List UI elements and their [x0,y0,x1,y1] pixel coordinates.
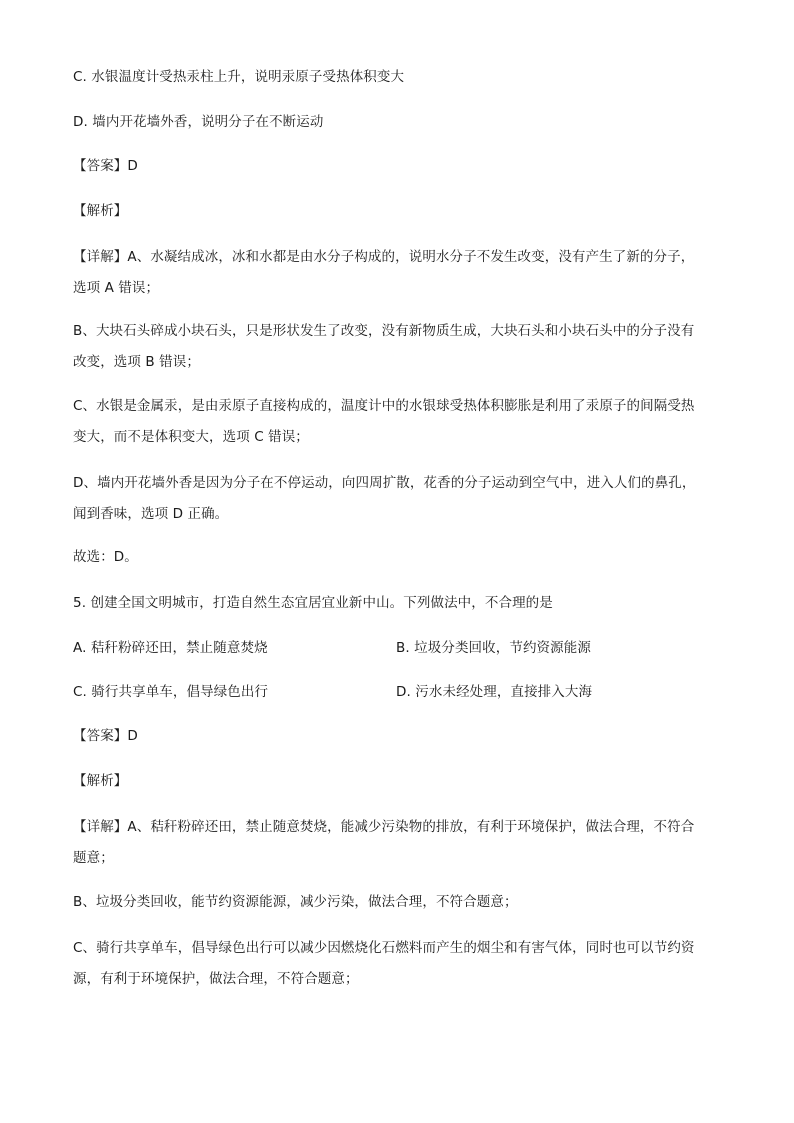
question-5-stem: 5. 创建全国文明城市，打造自然生态宜居宜业新中山。下列做法中，不合理的是 [73,595,553,611]
detail-line: 源，有利于环境保护，做法合理，不符合题意； [73,971,359,987]
conclusion-line: 故选：D。 [73,549,138,565]
option-c-line: C. 水银温度计受热汞柱上升，说明汞原子受热体积变大 [73,69,405,85]
detail-line: B、大块石头碎成小块石头，只是形状发生了改变，没有新物质生成，大块石头和小块石头中的分子没有 [73,323,695,339]
detail-line: C、水银是金属汞，是由汞原子直接构成的，温度计中的水银球受热体积膨胀是利用了汞原子的间隔受热 [73,398,695,414]
detail-line: 选项 A 错误； [73,280,160,296]
detail-line: C、骑行共享单车，倡导绿色出行可以减少因燃烧化石燃料而产生的烟尘和有害气体，同时也可以节约资 [73,940,695,956]
answer-label: 【答案】D [73,728,138,744]
answer-label: 【答案】D [73,158,138,174]
detail-line: 【详解】A、水凝结成冰，冰和水都是由水分子构成的，说明水分子不发生改变，没有产生了新的分子， [73,249,695,265]
option-b: B. 垃圾分类回收，节约资源能源 [396,640,591,656]
detail-line: 【详解】A、秸秆粉碎还田，禁止随意焚烧，能减少污染物的排放，有利于环境保护，做法合理，不符合 [73,819,695,835]
detail-line: 变大，而不是体积变大，选项 C 错误； [73,429,309,445]
analysis-label: 【解析】 [73,773,128,789]
detail-line: 改变，选项 B 错误； [73,354,200,370]
detail-line: D、墙内开花墙外香是因为分子在不停运动，向四周扩散，花香的分子运动到空气中，进入人们的鼻孔， [73,475,696,491]
option-a: A. 秸秆粉碎还田，禁止随意焚烧 [73,640,268,656]
detail-line: 题意； [73,850,114,866]
option-d: D. 污水未经处理，直接排入大海 [396,684,593,700]
option-c: C. 骑行共享单车，倡导绿色出行 [73,684,269,700]
detail-line: 闻到香味，选项 D 正确。 [73,506,229,522]
option-d-line: D. 墙内开花墙外香，说明分子在不断运动 [73,114,324,130]
detail-line: B、垃圾分类回收，能节约资源能源，减少污染，做法合理，不符合题意； [73,894,518,910]
analysis-label: 【解析】 [73,203,128,219]
